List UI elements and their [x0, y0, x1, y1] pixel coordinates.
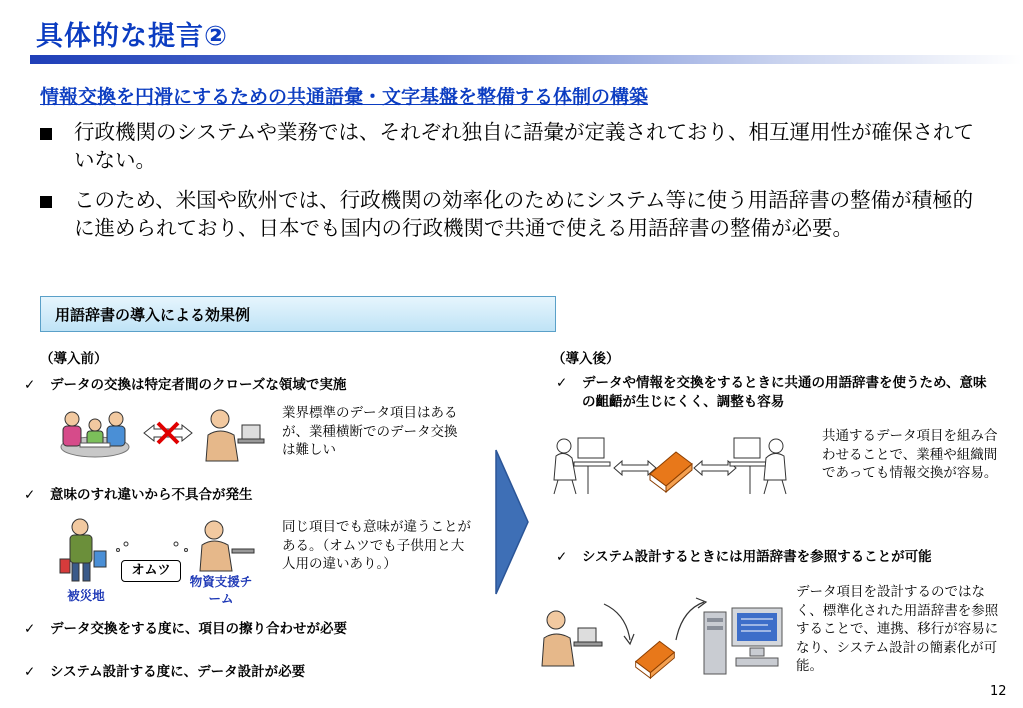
bullet-text: 行政機関のシステムや業務では、それぞれ独自に語彙が定義されており、相互運用性が確保されていない。 [74, 120, 974, 172]
check-item-text: データの交換は特定者間のクローズな領域で実施 [50, 377, 347, 393]
check-mark-icon: ✓ [556, 375, 568, 391]
dictionary-book-icon [646, 444, 696, 494]
title-underline-bar [30, 55, 1022, 64]
check-item [24, 663, 484, 682]
after-heading: （導入後） [552, 351, 620, 367]
server-computer-icon [702, 604, 788, 678]
after-note-1: 共通するデータ項目を組み合わせることで、業種や組織間であっても情報交換が容易。 [822, 428, 998, 481]
square-bullet-icon [40, 128, 52, 140]
support-team-label: 物資支援チーム [189, 574, 253, 606]
before-heading: （導入前） [40, 351, 108, 367]
check-mark-icon: ✓ [556, 549, 568, 565]
check-mark-icon: ✓ [24, 487, 36, 503]
check-item-text: データや情報を交換をするときに共通の用語辞書を使うため、意味の齟齬が生じにくく、調整も容易 [582, 375, 987, 410]
support-team-worker-icon [192, 517, 258, 573]
check-mark-icon: ✓ [24, 621, 36, 637]
blocked-exchange-icon [142, 420, 194, 446]
page-number: 12 [990, 684, 1007, 699]
office-worker-icon [198, 405, 268, 465]
check-item-text: データ交換をする度に、項目の擦り合わせが必要 [50, 621, 347, 637]
check-item [556, 548, 996, 567]
effect-example-box: 用語辞書の導入による効果例 [40, 296, 556, 332]
computer-user-icon [728, 432, 794, 498]
bullet-text: このため、米国や欧州では、行政機関の効率化のためにシステム等に使う用語辞書の整備が積極的に進められており、日本でも国内の行政機関で共通で使える用語辞書の整備が必要。 [74, 188, 974, 240]
check-item [24, 486, 484, 505]
omutsu-label-box: オムツ [121, 560, 181, 582]
check-item [24, 620, 484, 639]
check-item-text: 意味のすれ違いから不具合が発生 [50, 487, 253, 503]
after-note-2: データ項目を設計するのではなく、標準化された用語辞書を参照することで、連携、移行が容易になり、システム設計の簡素化が可能。 [796, 584, 999, 674]
transition-arrow-icon [494, 448, 530, 596]
before-note-1: 業界標準のデータ項目はあるが、業種横断でのデータ交換は難しい [282, 405, 458, 458]
bullet-item [40, 118, 990, 174]
square-bullet-icon [40, 196, 52, 208]
page-title: 具体的な提言② [36, 21, 228, 52]
check-item [556, 374, 996, 412]
subtitle: 情報交換を円滑にするための共通語彙・文字基盤を整備する体制の構築 [40, 86, 649, 108]
check-item [24, 376, 484, 395]
check-mark-icon: ✓ [24, 377, 36, 393]
check-item-text: システム設計する度に、データ設計が必要 [50, 664, 306, 680]
check-mark-icon: ✓ [24, 664, 36, 680]
disaster-victim-icon [58, 517, 110, 583]
check-item-text: システム設計するときには用語辞書を参照することが可能 [582, 549, 932, 565]
disaster-area-label: 被災地 [67, 588, 105, 603]
before-note-2: 同じ項目でも意味が違うことがある。（オムツでも子供用と大人用の違いあり。） [282, 519, 471, 572]
computer-user-icon [548, 432, 614, 498]
designer-worker-icon [532, 606, 606, 670]
bullet-item [40, 186, 990, 242]
thought-dots-icon [112, 530, 192, 554]
meeting-people-icon [50, 405, 140, 465]
